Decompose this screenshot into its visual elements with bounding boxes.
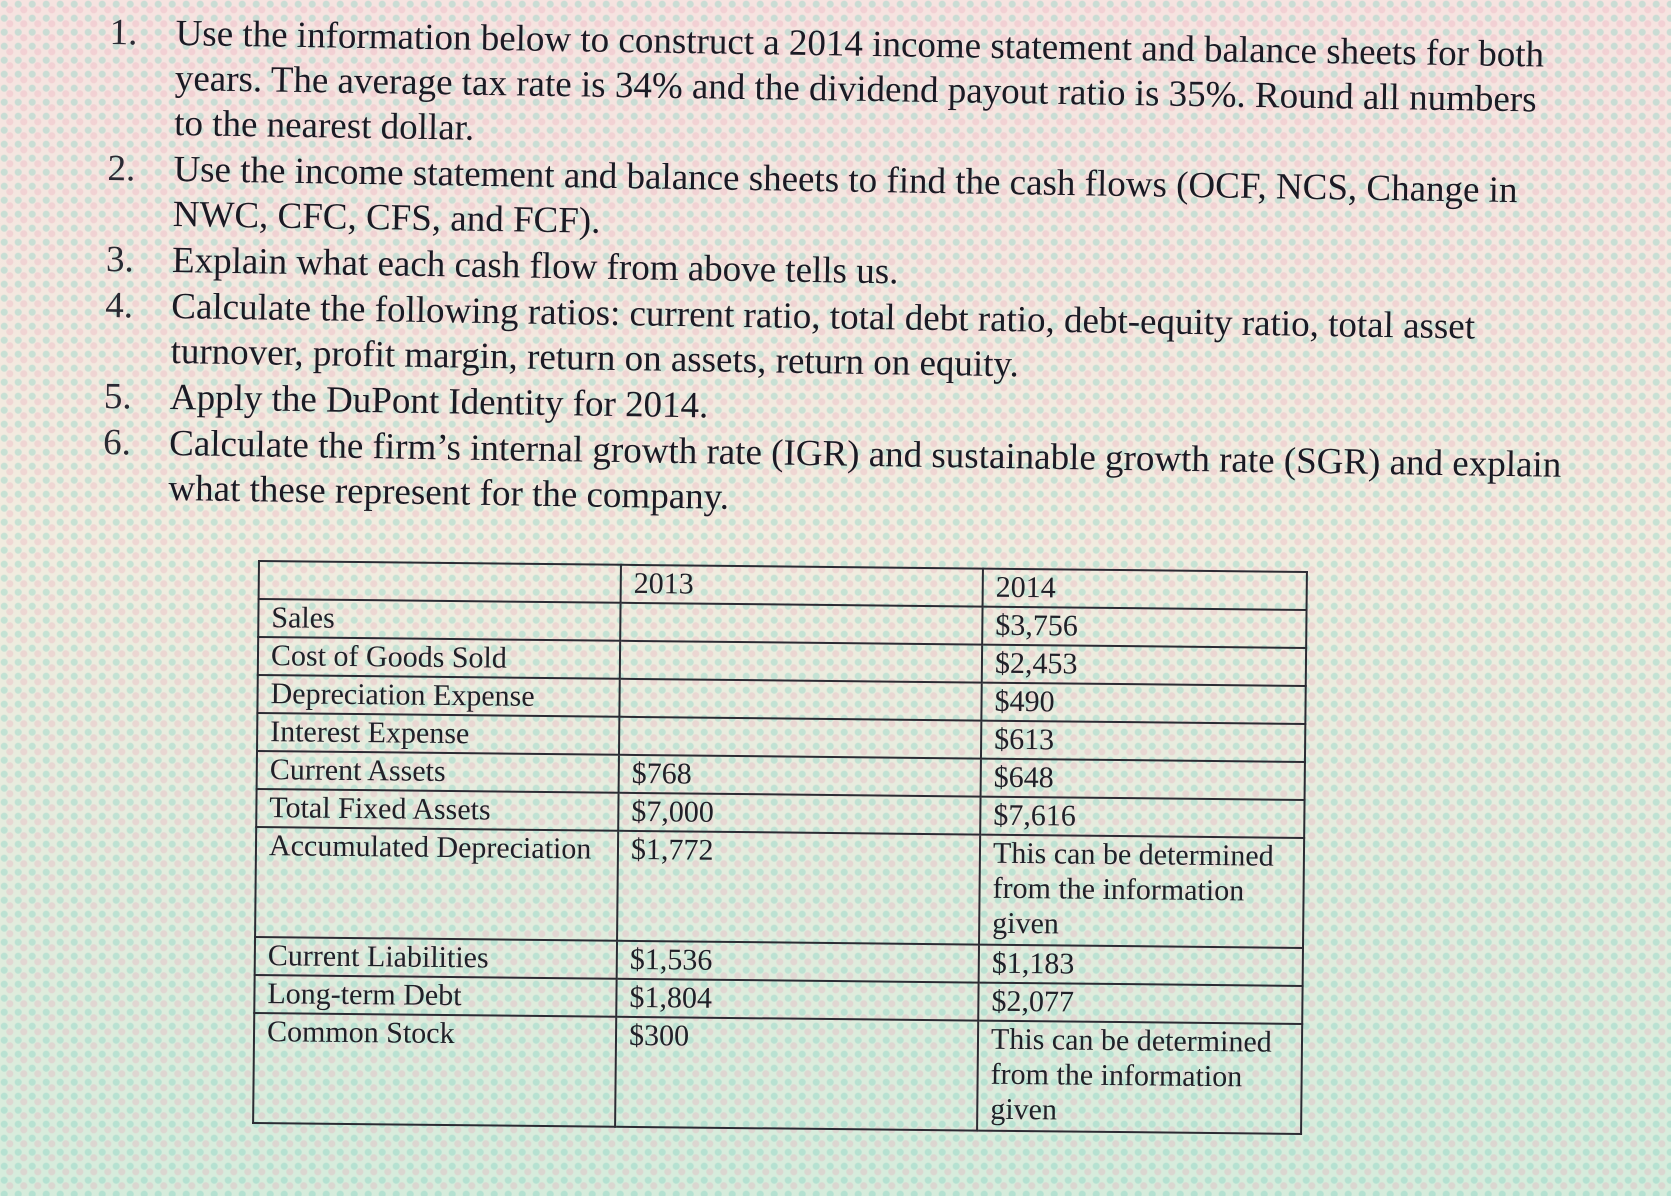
row-label: Total Fixed Assets bbox=[256, 789, 618, 831]
row-label: Accumulated Depreciation bbox=[255, 827, 618, 941]
value-2013: $1,772 bbox=[617, 831, 980, 945]
value-2014: $2,453 bbox=[982, 645, 1306, 686]
table-row bbox=[255, 827, 1304, 948]
instruction-text: Calculate the following ratios: current ratio, total debt ratio, debt-equity ratio, total asset turnover, profit margin, return on assets, return on equity. bbox=[170, 286, 1476, 386]
value-2014: $1,183 bbox=[979, 945, 1303, 986]
value-2014: This can be determined from the information given bbox=[979, 835, 1304, 948]
value-2014: $613 bbox=[981, 721, 1305, 762]
instruction-item bbox=[108, 10, 1570, 168]
instruction-text: Calculate the firm’s internal growth rate (IGR) and sustainable growth rate (SGR) and explain what these represent for the company. bbox=[168, 422, 1562, 518]
row-label: Current Liabilities bbox=[255, 937, 617, 979]
row-label: Sales bbox=[258, 599, 620, 641]
value-2013 bbox=[620, 603, 982, 645]
row-label: Cost of Goods Sold bbox=[258, 637, 620, 679]
value-2014: $490 bbox=[981, 683, 1305, 724]
instruction-text: Apply the DuPont Identity for 2014. bbox=[169, 376, 709, 427]
instruction-number: 6. bbox=[102, 421, 132, 464]
value-2014: $7,616 bbox=[980, 797, 1304, 838]
row-label: Current Assets bbox=[257, 751, 619, 793]
instruction-number: 3. bbox=[105, 238, 135, 281]
value-2013 bbox=[620, 641, 982, 683]
header-label-cell bbox=[259, 561, 621, 603]
value-2013: $7,000 bbox=[618, 793, 980, 835]
value-2014: $3,756 bbox=[982, 607, 1306, 648]
value-2013 bbox=[619, 717, 981, 759]
instruction-text: Use the information below to construct a 2014 income statement and balance sheets for both years. The average tax rate is 34% and the dividend payout ratio is 35%. Round all numbers to the nearest dollar. bbox=[173, 13, 1545, 149]
row-label: Interest Expense bbox=[257, 713, 619, 755]
value-2013: $300 bbox=[615, 1017, 978, 1131]
row-label: Depreciation Expense bbox=[257, 675, 619, 717]
value-2013: $1,536 bbox=[617, 941, 979, 983]
row-label: Long-term Debt bbox=[254, 975, 616, 1017]
instruction-list bbox=[102, 10, 1570, 534]
value-2014: $2,077 bbox=[978, 983, 1302, 1024]
table-row bbox=[253, 1013, 1302, 1134]
instruction-number: 1. bbox=[109, 11, 138, 54]
instruction-number: 2. bbox=[107, 147, 136, 190]
row-label: Common Stock bbox=[253, 1013, 616, 1127]
instruction-number: 5. bbox=[103, 375, 132, 418]
financial-data-table bbox=[252, 560, 1308, 1135]
instruction-text: Use the income statement and balance sheets to find the cash flows (OCF, NCS, Change in NWC, CFC, CFS, and FCF). bbox=[172, 149, 1518, 242]
value-2014: This can be determined from the information given bbox=[977, 1021, 1302, 1134]
instruction-text: Explain what each cash flow from above tells us. bbox=[171, 240, 899, 293]
value-2013: $768 bbox=[619, 755, 981, 797]
value-2014: $648 bbox=[981, 759, 1305, 800]
value-2013: $1,804 bbox=[616, 979, 978, 1021]
value-2013 bbox=[619, 679, 981, 721]
financial-data-table-wrapper bbox=[252, 560, 1308, 1135]
instruction-number: 4. bbox=[105, 284, 134, 327]
header-2013-cell: 2013 bbox=[621, 565, 983, 607]
header-2014-cell: 2014 bbox=[983, 569, 1307, 610]
